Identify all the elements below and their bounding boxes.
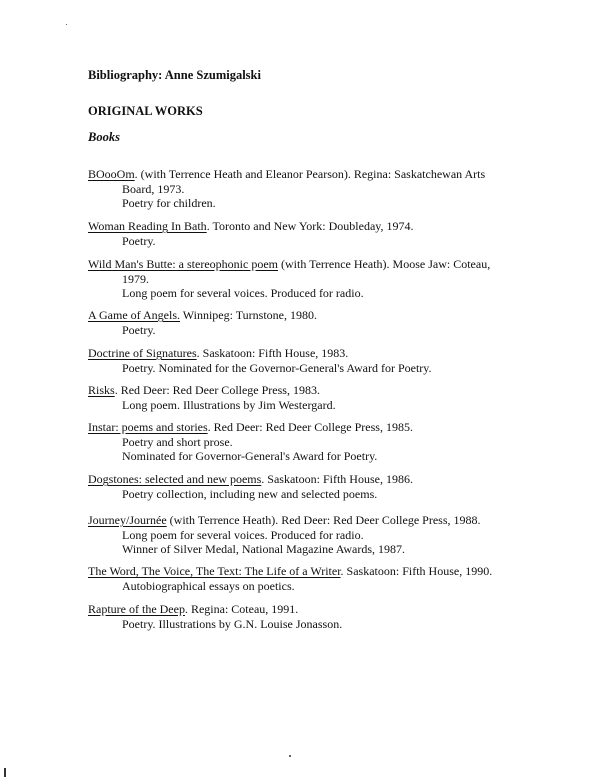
book-title: Risks <box>88 383 115 397</box>
book-title: The Word, The Voice, The Text: The Life of a Writer <box>88 564 341 578</box>
book-title: Rapture of the Deep <box>88 602 185 616</box>
bibliography-entry <box>88 257 588 301</box>
publication-details: . Saskatoon: Fifth House, 1983. <box>196 346 349 360</box>
entry-note: Poetry for children. <box>122 196 216 211</box>
bibliography-entry <box>88 346 588 375</box>
entry-note: Board, 1973. <box>122 181 185 196</box>
entry-note: Poetry. Nominated for the Governor-General's Award for Poetry. <box>122 360 432 375</box>
bibliography-entry <box>88 420 588 464</box>
publication-details: (with Terrence Heath). Moose Jaw: Coteau, <box>277 257 491 271</box>
book-title: BOooOm <box>88 167 135 181</box>
entry-note: Winner of Silver Medal, National Magazine Awards, 1987. <box>122 542 406 557</box>
book-title: Instar: poems and stories <box>88 420 208 434</box>
publication-details: . Red Deer: Red Deer College Press, 1983. <box>114 383 320 397</box>
bibliography-entry <box>88 219 588 248</box>
publication-details: . Red Deer: Red Deer College Press, 1985. <box>207 420 413 434</box>
bibliography-entry <box>88 472 588 501</box>
entry-note: Poetry. Illustrations by G.N. Louise Jonasson. <box>122 616 343 631</box>
entry-note: 1979. <box>122 271 149 286</box>
bibliography-entry <box>88 167 588 211</box>
scan-speck <box>66 24 67 25</box>
publication-details: . (with Terrence Heath and Eleanor Pearson). Regina: Saskatchewan Arts <box>134 167 486 181</box>
publication-details: Winnipeg: Turnstone, 1980. <box>180 308 317 322</box>
bibliography-entry <box>88 602 588 631</box>
publication-details: . Saskatoon: Fifth House, 1990. <box>340 564 493 578</box>
section-heading: ORIGINAL WORKS <box>88 104 203 118</box>
publication-details: . Toronto and New York: Doubleday, 1974. <box>206 219 414 233</box>
entry-note: Long poem for several voices. Produced for radio. <box>122 286 364 301</box>
publication-details: . Saskatoon: Fifth House, 1986. <box>261 472 413 486</box>
bibliography-entry <box>88 513 588 557</box>
entry-note: Poetry and short prose. <box>122 434 233 449</box>
bibliography-entry <box>88 308 588 337</box>
bibliography-entry <box>88 383 588 412</box>
entry-note: Poetry. <box>122 233 156 248</box>
entry-note: Autobiographical essays on poetics. <box>122 578 295 593</box>
book-title: Doctrine of Signatures <box>88 346 197 360</box>
scan-speck <box>289 755 291 757</box>
book-title: Dogstones: selected and new poems <box>88 472 262 486</box>
subsection-heading: Books <box>88 130 120 144</box>
entry-note: Long poem. Illustrations by Jim Westergard. <box>122 397 336 412</box>
document-title: Bibliography: Anne Szumigalski <box>88 68 261 82</box>
publication-details: (with Terrence Heath). Red Deer: Red Deer College Press, 1988. <box>166 513 481 527</box>
entry-note: Long poem for several voices. Produced for radio. <box>122 527 364 542</box>
scan-mark <box>4 768 6 777</box>
book-title: Wild Man's Butte: a stereophonic poem <box>88 257 278 271</box>
entry-note: Poetry. <box>122 322 156 337</box>
entry-note: Poetry collection, including new and selected poems. <box>122 486 378 501</box>
book-title: A Game of Angels. <box>88 308 180 322</box>
entry-note: Nominated for Governor-General's Award for Poetry. <box>122 449 378 464</box>
book-title: Woman Reading In Bath <box>88 219 207 233</box>
bibliography-entry <box>88 564 588 593</box>
publication-details: . Regina: Coteau, 1991. <box>184 602 299 616</box>
book-title: Journey/Journée <box>88 513 167 527</box>
